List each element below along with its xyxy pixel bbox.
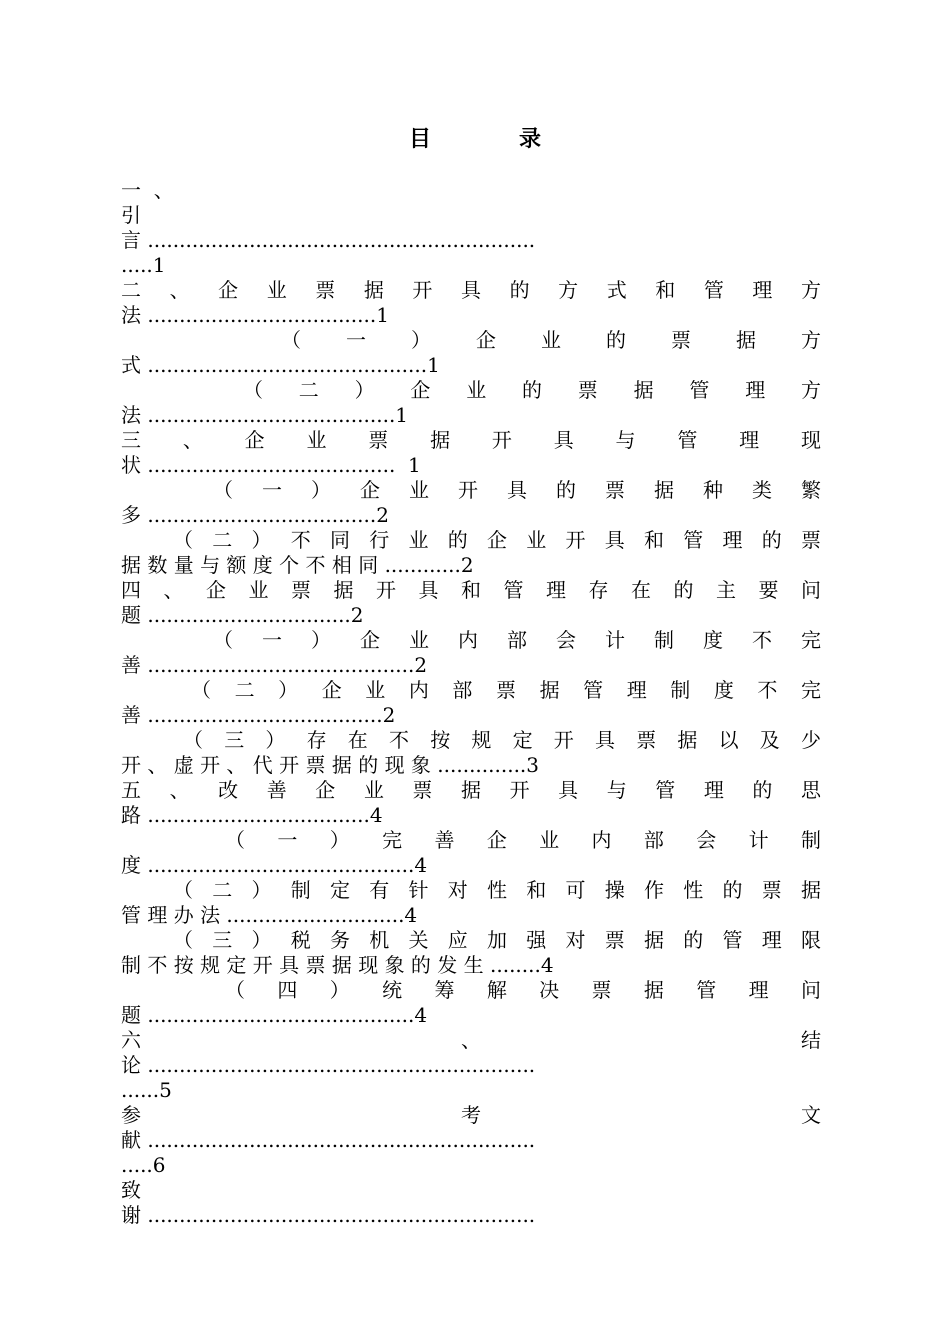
toc-line: 致 <box>121 1178 141 1202</box>
toc-line: 善 ..........................................2 <box>121 653 428 677</box>
toc-line: 题 ..........................................4 <box>121 1003 428 1027</box>
toc-line: 参 考 文 <box>121 1103 821 1127</box>
toc-line: 二 、 企 业 票 据 开 具 的 方 式 和 管 理 方 <box>121 278 821 302</box>
toc-line: 状 ....................................... 1 <box>121 453 421 477</box>
toc-line: .....6 <box>121 1153 166 1177</box>
toc-line: （ 三 ） 税 务 机 关 应 加 强 对 票 据 的 管 理 限 <box>173 928 821 952</box>
toc-line: （ 二 ） 制 定 有 针 对 性 和 可 操 作 性 的 票 据 <box>173 878 821 902</box>
toc-line: 引 <box>121 203 141 227</box>
toc-line: 法 .......................................1 <box>121 403 409 427</box>
page-title <box>0 122 950 153</box>
toc-line: 谢 ............................................................. <box>121 1203 536 1227</box>
toc-line: 四 、 企 业 票 据 开 具 和 管 理 存 在 的 主 要 问 <box>121 578 821 602</box>
toc-line: 法 ....................................1 <box>121 303 389 327</box>
toc-line: 言 ............................................................. <box>121 228 536 252</box>
toc-line: 题 ................................2 <box>121 603 364 627</box>
toc-line: 开 、 虚 开 、 代 开 票 据 的 现 象 ..............3 <box>121 753 540 777</box>
toc-line: 据 数 量 与 额 度 个 不 相 同 ............2 <box>121 553 474 577</box>
toc-line: 论 ............................................................. <box>121 1053 536 1077</box>
toc-line: 多 ....................................2 <box>121 503 389 527</box>
toc-line: （ 一 ） 企 业 内 部 会 计 制 度 不 完 <box>213 628 821 652</box>
toc-line: 献 ............................................................. <box>121 1128 536 1152</box>
toc-line: 六 、 结 <box>121 1028 821 1052</box>
toc-line: （ 三 ） 存 在 不 按 规 定 开 具 票 据 以 及 少 <box>183 728 821 752</box>
toc-line: （ 一 ） 企 业 的 票 据 方 <box>281 328 821 352</box>
toc-line: 管 理 办 法 ............................4 <box>121 903 418 927</box>
toc-line: 度 ..........................................4 <box>121 853 428 877</box>
toc-line: （ 二 ） 企 业 的 票 据 管 理 方 <box>243 378 821 402</box>
toc-line: 善 .....................................2 <box>121 703 396 727</box>
toc-line: 制 不 按 规 定 开 具 票 据 现 象 的 发 生 ........4 <box>121 953 554 977</box>
toc-line: .....1 <box>121 253 166 277</box>
toc-line: 式 ............................................1 <box>121 353 440 377</box>
toc-line: （ 二 ） 不 同 行 业 的 企 业 开 具 和 管 理 的 票 <box>173 528 821 552</box>
title-char-left: 目 <box>408 126 431 152</box>
toc-line: ......5 <box>121 1078 172 1102</box>
toc-line: 五 、 改 善 企 业 票 据 开 具 与 管 理 的 思 <box>121 778 821 802</box>
toc-line: （ 四 ） 统 筹 解 决 票 据 管 理 问 <box>225 978 821 1002</box>
toc-line: 三 、 企 业 票 据 开 具 与 管 理 现 <box>121 428 821 452</box>
toc-line: 路 ...................................4 <box>121 803 383 827</box>
toc-line: 一 、 <box>121 178 174 202</box>
toc-line: （ 一 ） 企 业 开 具 的 票 据 种 类 繁 <box>213 478 821 502</box>
toc-line: （ 一 ） 完 善 企 业 内 部 会 计 制 <box>225 828 821 852</box>
toc-line: （ 二 ） 企 业 内 部 票 据 管 理 制 度 不 完 <box>191 678 821 702</box>
title-char-right: 录 <box>519 126 542 152</box>
